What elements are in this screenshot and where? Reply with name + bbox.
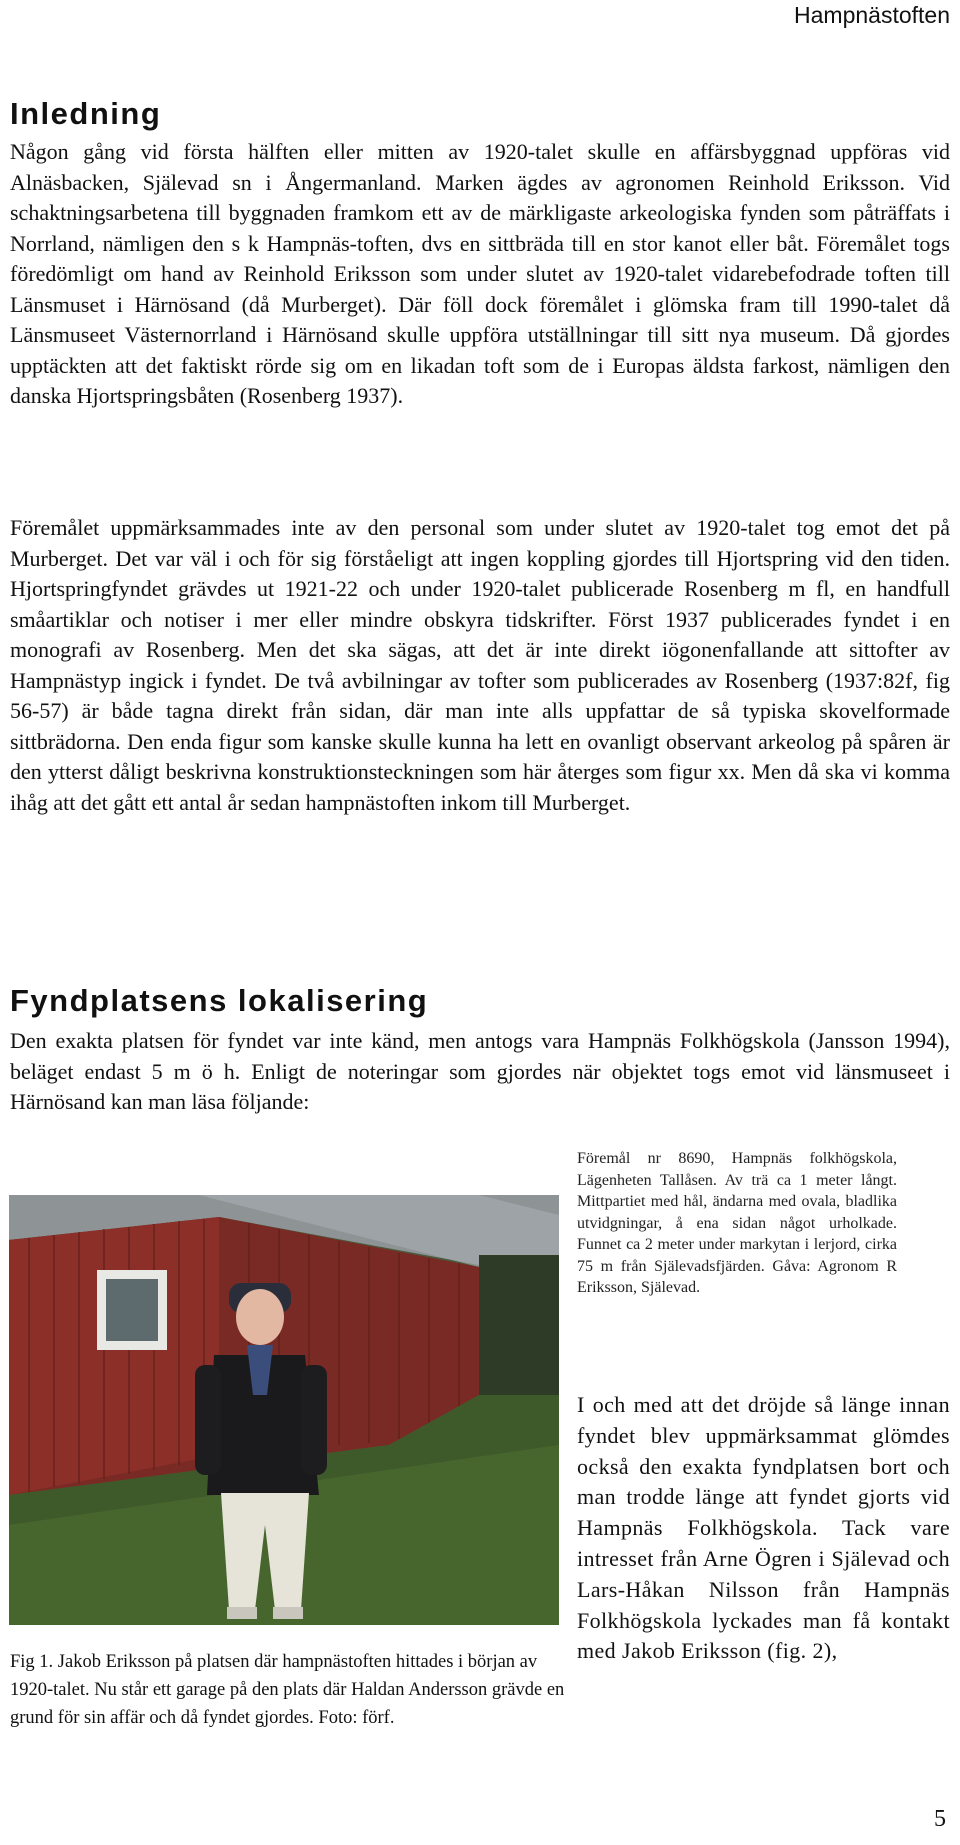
intro-paragraph-2: Föremålet uppmärksammades inte av den personal som under slutet av 1920-talet tog emot det på Murberget. Det var väl i och för sig förståeligt att ingen koppling gjordes till Hjortspring vid den tiden. Hjortspringfyndet grävdes ut 1921-22 och under 1920-talet publicerade Rosenberg m fl, en handfull småartiklar och notiser i mer eller mindre obskyra tidskrifter. Först 1937 publicerades fyndet i en monografi av Rosenberg. Men det ska sägas, att det är inte direkt iögonenfallande att sittofter av Hampnästyp ingick i fyndet. De två avbilningar av tofter som publicerades av Rosenberg (1937:82f, fig 56-57) är både tagna direkt från sidan, där man inte alls uppfattar de så typiska skovelformade sittbrädorna. Den enda figur som kanske skulle kunna ha lett en ovanligt observant arkeolog på spåren är den ytterst dåligt beskrivna konstruktionsteckningen som här återges som figur xx. Men då ska vi komma ihåg att det gått ett antal år sedan hampnästoften inkom till Murberget. xyxy=(10,515,950,815)
site-paragraph-1: Den exakta platsen för fyndet var inte känd, men antogs vara Hampnäs Folkhögskola (Jansson 1994), beläget endast 5 m ö h. Enligt de noteringar som gjordes när objektet togs emot vid länsmuseet i Härnösand kan man läsa följande: xyxy=(10,1028,950,1114)
left-shoe xyxy=(227,1607,257,1619)
right-shoe xyxy=(273,1607,303,1619)
photo-figure-1 xyxy=(9,1195,559,1625)
section-heading-site: Fyndplatsens lokalisering xyxy=(10,983,429,1018)
trees xyxy=(479,1255,559,1395)
archive-quote: Föremål nr 8690, Hampnäs folkhögskola, Lägenheten Tallåsen. Av trä ca 1 meter långt. Mittpartiet med hål, ändarna med ovala, bladlika utvidgningar, å ena sidan något urholkade. Funnet ca 2 meter under markytan i lerjord, cirka 75 m från Själevadsfjärden. Gåva: Agronom R Eriksson, Själevad. xyxy=(577,1150,897,1296)
right-arm xyxy=(301,1365,327,1475)
left-arm xyxy=(195,1365,221,1475)
intro-paragraph-1: Någon gång vid första hälften eller mitten av 1920-talet skulle en affärsbyggnad uppföras vid Alnäsbacken, Själevad sn i Ångermanland. Marken ägdes av agronomen Reinhold Eriksson. Vid schaktningsarbetena till byggnaden framkom ett av de märkligaste arkeologiska fynden som påträffats i Norrland, nämligen den s k Hampnäs-toften, dvs en sittbräda till en stor kanot eller båt. Föremålet togs föredömligt om hand av Reinhold Eriksson som under slutet av 1920-talet vidarebefodrade toften till Länsmuset i Härnösand (då Murberget). Där föll dock föremålet i glömska fram till 1990-talet då Länsmuseet Västernorrland i Härnösand skulle uppföra utställningar till sitt nya museum. Då gjordes upptäckten att det faktiskt rörde sig om en likadan toft som de i Europas äldsta farkost, nämligen den danska Hjortspringsbåten (Rosenberg 1937). xyxy=(10,139,950,408)
garage-wall-front xyxy=(9,1217,219,1495)
garage-window-pane xyxy=(106,1279,158,1341)
photo-illustration xyxy=(9,1195,559,1625)
running-title: Hampnästoften xyxy=(794,2,950,28)
page-number: 5 xyxy=(934,1806,946,1832)
section-heading-intro: Inledning xyxy=(10,96,162,131)
figure-1-caption: Fig 1. Jakob Eriksson på platsen där hampnästoften hittades i början av 1920-talet. Nu står ett garage på den plats där Haldan Andersson grävde en grund för sin affär och då fyndet gjordes. Foto: förf. xyxy=(10,1652,565,1728)
column-paragraph: I och med att det dröjde så länge innan fyndet blev uppmärksammat glömdes också den exakta fyndplatsen bort och man trodde länge att fyndet gjorts vid Hampnäs Folkhögskola. Tack vare intresset från Arne Ögren i Själevad och Lars-Håkan Nilsson från Hampnäs Folkhögskola lyckades man få kontakt med Jakob Eriksson (fig. 2), xyxy=(577,1392,950,1664)
face xyxy=(236,1289,284,1345)
